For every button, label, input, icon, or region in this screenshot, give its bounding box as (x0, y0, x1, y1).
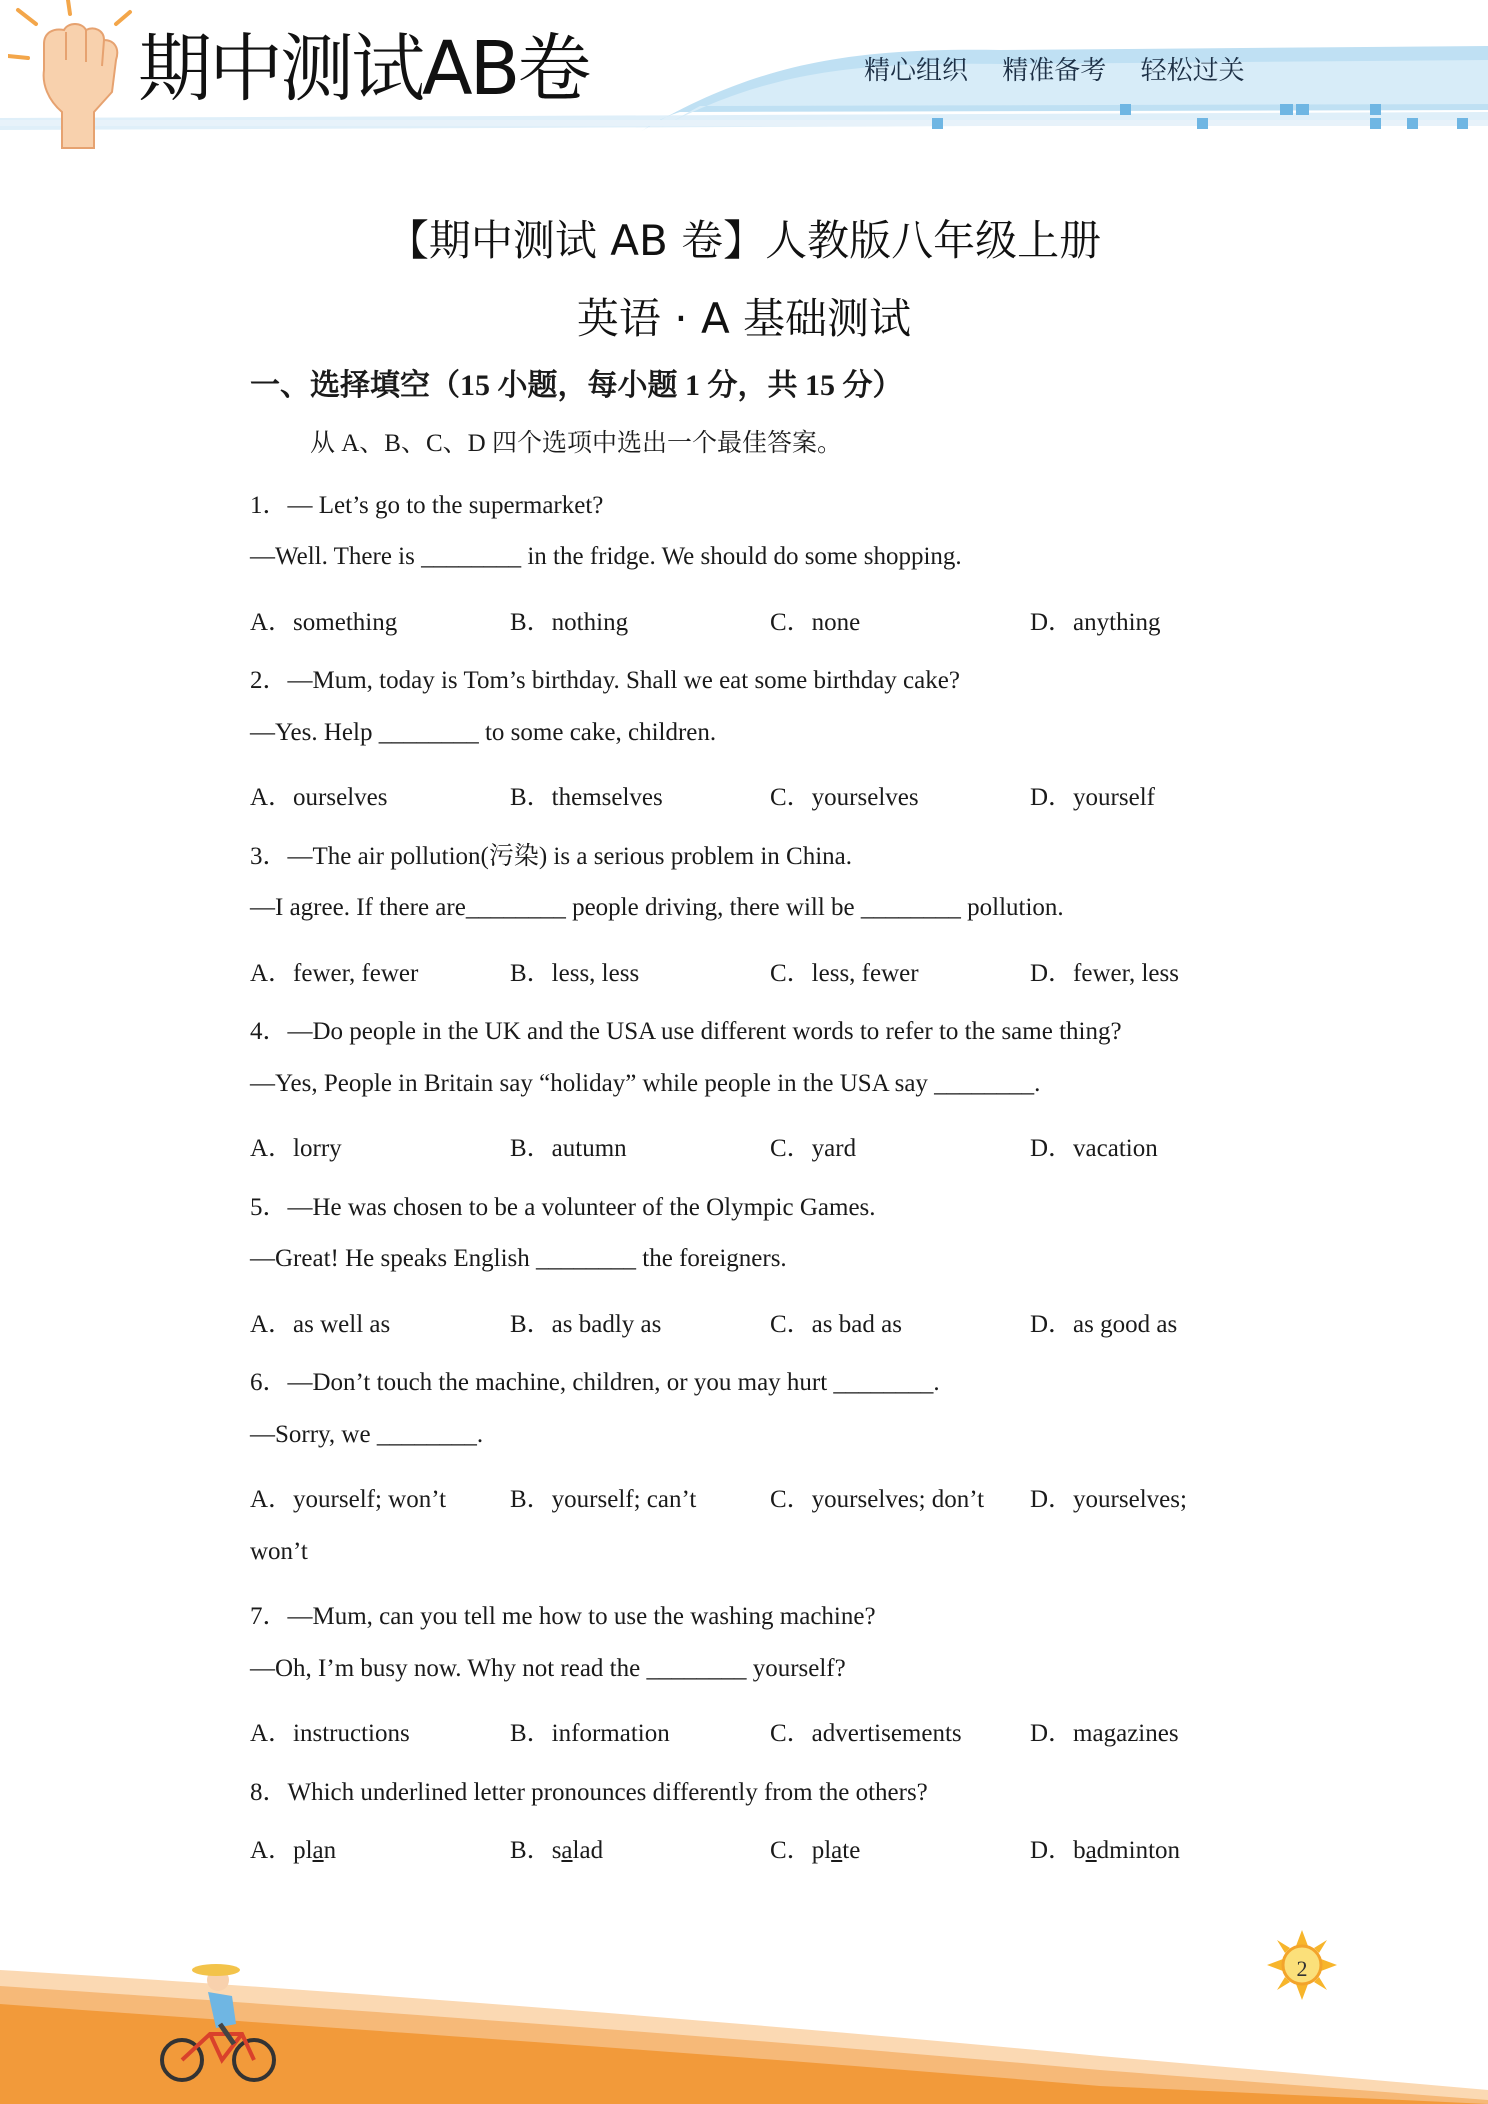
underlined-letter: a (561, 1837, 573, 1864)
question-6-option-d: D．yourselves; (1030, 1486, 1187, 1513)
question-5-option-a: A．as well as (250, 1311, 391, 1338)
question-2-line-1: 2．—Mum, today is Tom’s birthday. Shall we eat some birthday cake? (250, 667, 960, 694)
question-2-option-a: A．ourselves (250, 784, 388, 811)
question-1-line-2: —Well. There is ________ in the fridge. We should do some shopping. (250, 543, 962, 570)
question-6-option-b: B．yourself; can’t (510, 1486, 697, 1513)
slogan: 精心组织 (864, 56, 969, 86)
section-instruction: 从 A、B、C、D 四个选项中选出一个最佳答案。 (310, 430, 842, 457)
document-subtitle: 英语 · A 基础测试 (576, 294, 912, 343)
question-1-option-a: A．something (250, 609, 398, 636)
question-4-option-b: B．autumn (510, 1135, 627, 1162)
question-6-option-c: C．yourselves; don’t (770, 1486, 985, 1513)
header-slogans (864, 50, 1271, 87)
option-text: dminton (1096, 1837, 1181, 1864)
header-title: 期中测试AB卷 (138, 26, 589, 112)
question-1-option-c: C．none (770, 609, 861, 636)
option-text: b (1073, 1837, 1086, 1864)
question-5-option-c: C．as bad as (770, 1311, 902, 1338)
question-2-option-c: C．yourselves (770, 784, 919, 811)
option-text: n (323, 1837, 337, 1864)
question-7-option-c: C．advertisements (770, 1720, 962, 1747)
underlined-letter: a (831, 1837, 843, 1864)
question-1-line-1: 1．— Let’s go to the supermarket? (250, 492, 604, 519)
question-5-option-b: B．as badly as (510, 1311, 662, 1338)
document-title: 【期中测试 AB 卷】人教版八年级上册 (386, 216, 1102, 265)
slogan: 轻松过关 (1140, 56, 1245, 86)
question-7-line-2: —Oh, I’m busy now. Why not read the ________ yourself? (250, 1655, 846, 1682)
section-heading: 一、选择填空（15 小题，每小题 1 分，共 15 分） (250, 369, 903, 402)
question-8-option-b (510, 1830, 603, 1866)
question-4-line-1: 4．—Do people in the UK and the USA use different words to refer to the same thing? (250, 1018, 1122, 1045)
slogan: 精准备考 (1002, 56, 1107, 86)
question-7-line-1: 7．—Mum, can you tell me how to use the washing machine? (250, 1603, 876, 1630)
footer-banner (0, 1930, 1488, 2104)
question-1-option-d: D．anything (1030, 609, 1161, 636)
question-3-line-2: —I agree. If there are________ people driving, there will be ________ pollution. (250, 894, 1064, 921)
question-5-option-d: D．as good as (1030, 1311, 1178, 1338)
question-3-option-b: B．less, less (510, 960, 640, 987)
question-7-option-a: A．instructions (250, 1720, 410, 1747)
question-8-option-d (1030, 1830, 1180, 1866)
option-text: lad (572, 1837, 604, 1864)
question-7-option-d: D．magazines (1030, 1720, 1179, 1747)
option-text: s (551, 1837, 562, 1864)
question-7-option-b: B．information (510, 1720, 670, 1747)
header-banner (0, 0, 1488, 150)
page-number: 2 (1296, 1956, 1308, 1981)
question-4-option-d: D．vacation (1030, 1135, 1158, 1162)
question-4-option-c: C．yard (770, 1135, 857, 1162)
underlined-letter: a (1085, 1837, 1097, 1864)
question-2-option-b: B．themselves (510, 784, 663, 811)
option-text: pl (293, 1837, 313, 1864)
question-6-option-a: A．yourself; won’t (250, 1486, 447, 1513)
option-label: D． (1030, 1837, 1074, 1864)
question-2-line-2: —Yes. Help ________ to some cake, children. (250, 719, 717, 746)
question-4-line-2: —Yes, People in Britain say “holiday” while people in the USA say ________. (250, 1070, 1041, 1097)
question-1-option-b: B．nothing (510, 609, 629, 636)
option-label: C． (770, 1837, 812, 1864)
option-label: A． (250, 1837, 294, 1864)
question-3-option-c: C．less, fewer (770, 960, 919, 987)
cyclist-illustration (150, 1944, 290, 2094)
option-text: pl (811, 1837, 832, 1864)
question-6-line-2: —Sorry, we ________. (250, 1421, 484, 1448)
question-8-option-c (770, 1830, 860, 1866)
question-3-option-a: A．fewer, fewer (250, 960, 419, 987)
fist-icon (8, 0, 148, 150)
question-4-option-a: A．lorry (250, 1135, 342, 1162)
question-8-line-1: 8．Which underlined letter pronounces differently from the others? (250, 1779, 928, 1806)
question-5-line-2: —Great! He speaks English ________ the foreigners. (250, 1245, 787, 1272)
question-6-option-d-wrap: won’t (250, 1538, 308, 1565)
underlined-letter: a (312, 1837, 324, 1864)
option-label: B． (510, 1837, 552, 1864)
question-5-line-1: 5．—He was chosen to be a volunteer of the Olympic Games. (250, 1194, 876, 1221)
option-text: te (842, 1837, 861, 1864)
question-3-line-1: 3．—The air pollution(污染) is a serious problem in China. (250, 843, 852, 870)
question-2-option-d: D．yourself (1030, 784, 1155, 811)
question-6-line-1: 6．—Don’t touch the machine, children, or you may hurt ________. (250, 1369, 940, 1396)
question-8-option-a (250, 1830, 336, 1866)
question-3-option-d: D．fewer, less (1030, 960, 1179, 987)
